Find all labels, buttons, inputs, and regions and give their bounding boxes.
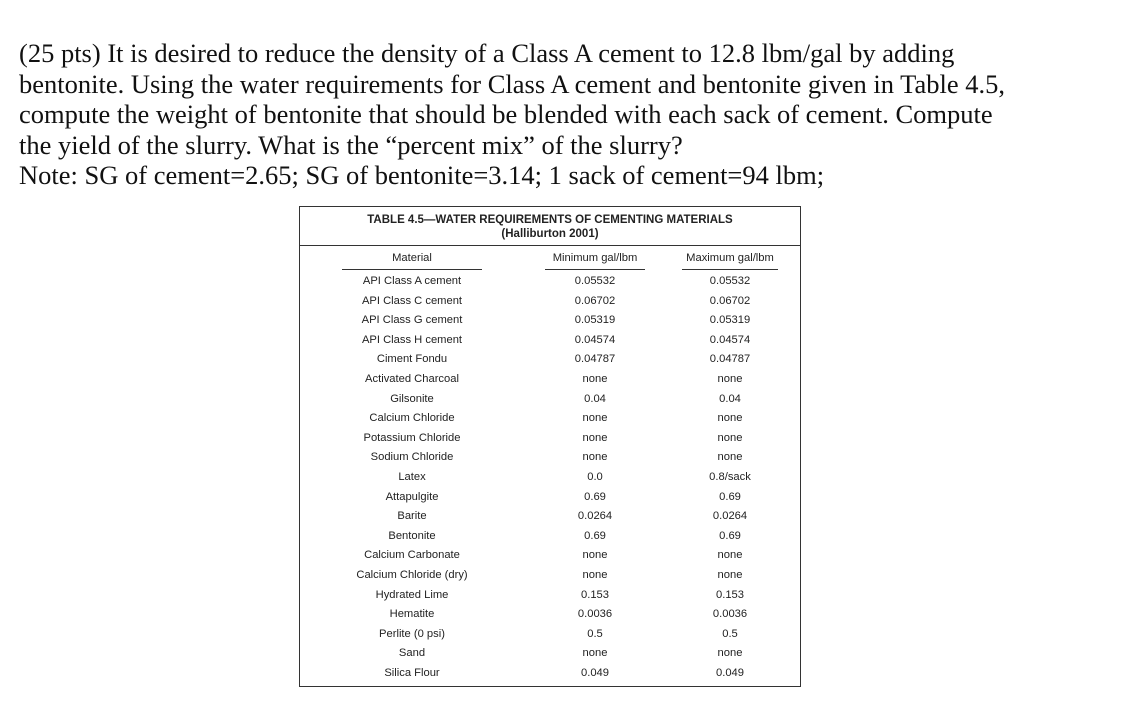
minimum-cell: 0.69 [584,490,606,503]
minimum-cell: none [582,451,608,464]
table-caption-divider [300,245,800,246]
minimum-cell: 0.05319 [574,314,616,327]
minimum-cell: none [582,549,608,562]
minimum-cell: 0.05532 [574,275,616,287]
material-cell: API Class G cement [361,314,463,327]
maximum-cell: 0.04787 [709,353,751,366]
header-underline [545,269,645,270]
material-cell: Bentonite [388,529,436,542]
maximum-cell: 0.153 [716,588,744,601]
minimum-cell: 0.04787 [574,353,616,366]
table-row [300,647,800,667]
table-row [300,432,800,452]
material-cell: Calcium Carbonate [364,549,460,562]
maximum-cell: 0.0036 [712,608,748,621]
material-cell: Silica Flour [384,667,440,679]
material-cell: API Class A cement [362,275,462,287]
minimum-cell: 0.0 [587,471,603,483]
material-cell: Perlite (0 psi) [379,627,445,640]
table-title: TABLE 4.5—WATER REQUIREMENTS OF CEMENTING MATERIALS [367,214,733,226]
material-cell: Attapulgite [385,490,439,503]
minimum-cell: 0.049 [581,667,609,679]
problem-line: Note: SG of cement=2.65; SG of bentonite=3.14; 1 sack of cement=94 lbm; [19,160,825,190]
maximum-cell: 0.05532 [709,275,751,287]
maximum-cell: none [717,431,743,444]
maximum-cell: 0.5 [722,627,738,640]
minimum-cell: 0.04574 [574,333,616,346]
minimum-cell: 0.0264 [577,510,613,523]
material-cell: Sand [398,647,426,660]
material-cell: API Class H cement [361,333,463,346]
material-cell: Potassium Chloride [363,431,461,444]
problem-line: bentonite. Using the water requirements for Class A cement and bentonite given in Table 4.5, [19,68,1006,99]
material-cell: Activated Charcoal [365,373,459,385]
maximum-cell: none [717,373,743,385]
table-row [300,353,800,373]
header-material: Material [392,252,432,264]
water-requirements-table [299,206,801,687]
table-row [300,275,800,295]
table-row [300,608,800,628]
minimum-cell: none [582,431,608,444]
table-row [300,549,800,569]
minimum-cell: none [582,647,608,660]
table-row [300,471,800,491]
maximum-cell: 0.049 [716,667,744,679]
maximum-cell: none [717,569,743,581]
minimum-cell: none [582,412,608,425]
minimum-cell: 0.5 [587,627,603,640]
maximum-cell: none [717,451,743,464]
material-cell: Calcium Chloride (dry) [356,569,468,581]
problem-statement [19,38,1119,191]
table-row [300,412,800,432]
table-row [300,628,800,648]
material-cell: Hydrated Lime [375,588,449,601]
material-cell: API Class C cement [361,294,463,307]
minimum-cell: 0.04 [584,392,606,405]
table-row [300,314,800,334]
problem-line: the yield of the slurry. What is the “percent mix” of the slurry? [19,129,683,160]
maximum-cell: none [717,549,743,562]
material-cell: Latex [398,471,426,483]
table-subtitle: (Halliburton 2001) [501,228,599,240]
maximum-cell: 0.8/sack [709,471,751,483]
material-cell: Gilsonite [390,392,434,405]
table-row [300,393,800,413]
table-row [300,373,800,393]
maximum-cell: 0.05319 [709,314,751,327]
minimum-cell: none [582,373,608,385]
maximum-cell: 0.69 [719,529,741,542]
table-row [300,334,800,354]
header-maximum: Maximum gal/lbm [686,252,774,264]
material-cell: Calcium Chloride [369,412,455,425]
header-minimum: Minimum gal/lbm [552,252,638,264]
minimum-cell: 0.153 [581,588,609,601]
table-caption [300,207,800,241]
problem-line: (25 pts) It is desired to reduce the density of a Class A cement to 12.8 lbm/gal by adding [19,38,955,68]
maximum-cell: 0.04 [719,392,741,405]
table-row [300,451,800,471]
maximum-cell: 0.0264 [712,510,748,523]
material-cell: Ciment Fondu [376,353,448,366]
header-underline [682,269,778,270]
maximum-cell: 0.04574 [709,333,751,346]
minimum-cell: none [582,569,608,581]
maximum-cell: none [717,412,743,425]
table-row [300,589,800,609]
maximum-cell: none [717,647,743,660]
maximum-cell: 0.06702 [709,294,751,307]
table-row [300,295,800,315]
minimum-cell: 0.69 [584,529,606,542]
material-cell: Sodium Chloride [370,451,454,464]
problem-line: compute the weight of bentonite that should be blended with each sack of cement. Compute [19,99,993,129]
material-cell: Barite [397,510,427,523]
minimum-cell: 0.0036 [577,608,613,621]
table-row [300,491,800,511]
table-row [300,569,800,589]
table-row [300,530,800,550]
header-underline [342,269,482,270]
minimum-cell: 0.06702 [574,294,616,307]
table-row [300,667,800,687]
table-row [300,510,800,530]
material-cell: Hematite [389,608,435,621]
maximum-cell: 0.69 [719,490,741,503]
